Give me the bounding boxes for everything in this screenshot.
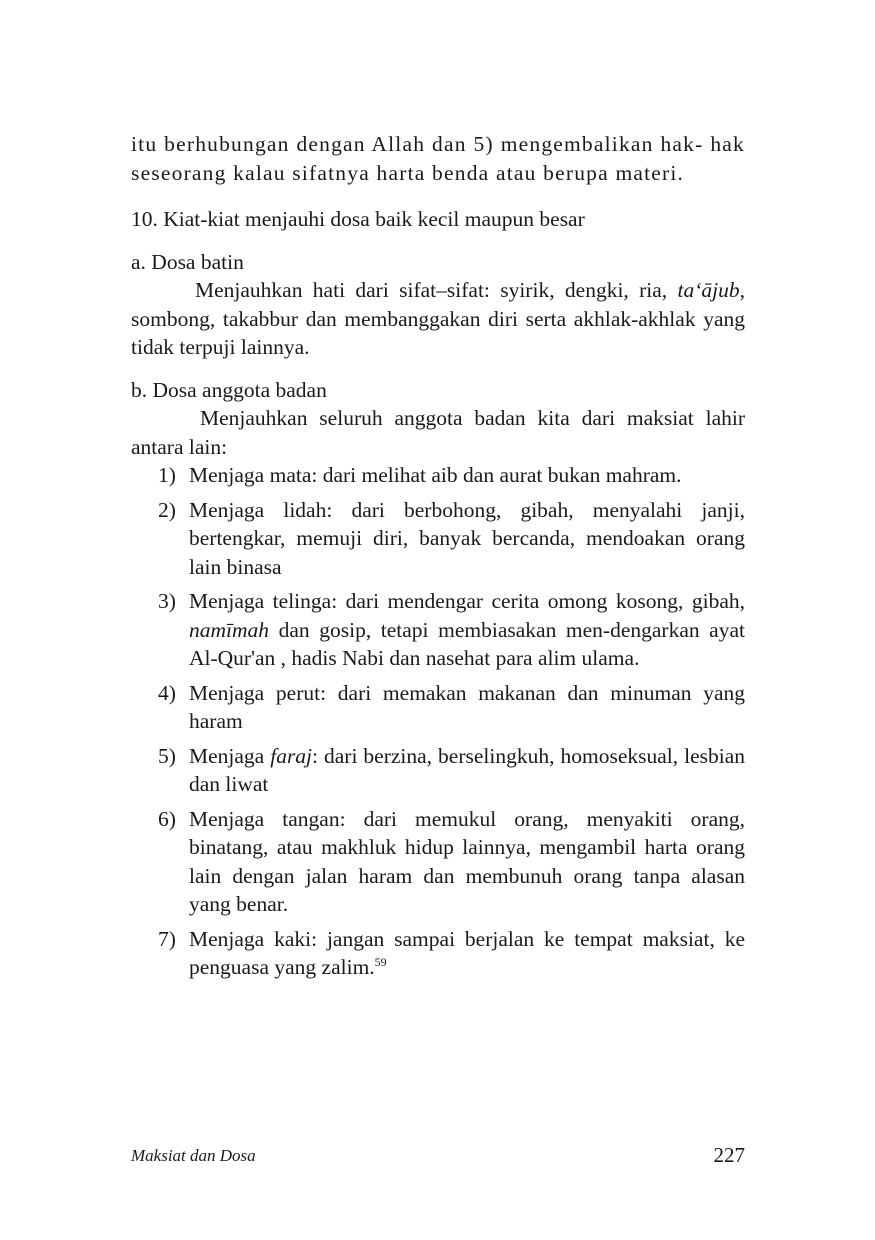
section-b-intro: Menjauhkan seluruh anggota badan kita dari maksiat lahir antara lain: <box>131 406 745 459</box>
list-item-number: 1) <box>158 463 176 487</box>
list-item-term: namīmah <box>189 617 270 642</box>
list-item-text: Menjaga tangan: dari memukul orang, menyakiti orang, binatang, atau makhluk hidup lainnya, mengambil harta orang lain dengan jalan haram dan membunuh orang tanpa alasan yang benar. <box>189 806 745 916</box>
intro-line-2: hak seseorang kalau sifatnya harta benda atau berupa <box>131 132 745 185</box>
list-item-text: Menjaga mata: dari melihat aib dan aurat bukan mahram. <box>189 463 682 487</box>
section-a-term: ta‘ājub <box>677 278 740 302</box>
list-item-text-post: dan gosip, tetapi membiasakan men-dengarkan ayat Al-Qur'an , hadis Nabi dan nasehat para alim ulama. <box>189 617 745 670</box>
list-item-number: 6) <box>158 806 176 831</box>
list-item-5 <box>131 742 745 799</box>
list-item-number: 4) <box>158 680 176 705</box>
list-item-text-pre: Menjaga <box>189 743 271 768</box>
list-item-text: Menjaga perut: dari memakan makanan dan minuman yang haram <box>189 680 745 733</box>
list-item-text-pre: Menjaga telinga: dari mendengar cerita omong kosong, gibah, <box>189 589 745 613</box>
list-item-number: 7) <box>158 926 176 951</box>
list-item-6 <box>131 805 745 919</box>
intro-line-3: materi. <box>615 160 685 185</box>
page-footer <box>131 1143 745 1171</box>
section-10-heading: 10. Kiat-kiat menjauhi dosa baik kecil maupun besar <box>131 207 585 231</box>
list-item-text-post: : dari berzina, berselingkuh, homoseksual, lesbian dan liwat <box>189 743 746 796</box>
list-item-2 <box>131 496 745 582</box>
section-a-text-before: Menjauhkan hati dari sifat–sifat: syirik, dengki, ria, <box>195 278 678 302</box>
list-item-number: 5) <box>158 743 176 768</box>
intro-paragraph <box>131 130 745 187</box>
list-item-3 <box>131 587 745 673</box>
running-title: Maksiat dan Dosa <box>131 1146 256 1165</box>
list-item-text: Menjaga kaki: jangan sampai berjalan ke tempat maksiat, ke penguasa yang zalim. <box>189 926 745 979</box>
list-item-number: 3) <box>158 589 176 613</box>
section-a-paragraph <box>131 276 745 362</box>
section-a-text-after: , sombong, takabbur dan membanggakan diri serta akhlak-akhlak yang tidak terpuji lainnya. <box>131 278 745 359</box>
list-item-4 <box>131 679 745 736</box>
list-item-7 <box>131 925 745 982</box>
page-number: 227 <box>713 1143 745 1167</box>
footnote-marker[interactable]: 59 <box>374 954 387 969</box>
list-item-text: Menjaga lidah: dari berbohong, gibah, menyalahi janji, bertengkar, memuji diri, banyak bercanda, mendoakan orang lain binasa <box>189 497 745 579</box>
intro-line-1: itu berhubungan dengan Allah dan 5) mengembalikan hak- <box>131 132 704 156</box>
page-body <box>131 130 745 988</box>
list-item-1 <box>131 461 745 490</box>
section-a-heading: a. Dosa batin <box>131 249 244 274</box>
list-item-number: 2) <box>158 497 176 522</box>
section-b-heading: b. Dosa anggota badan <box>131 377 327 402</box>
list-item-term: faraj <box>270 743 313 768</box>
protection-list <box>131 461 745 982</box>
